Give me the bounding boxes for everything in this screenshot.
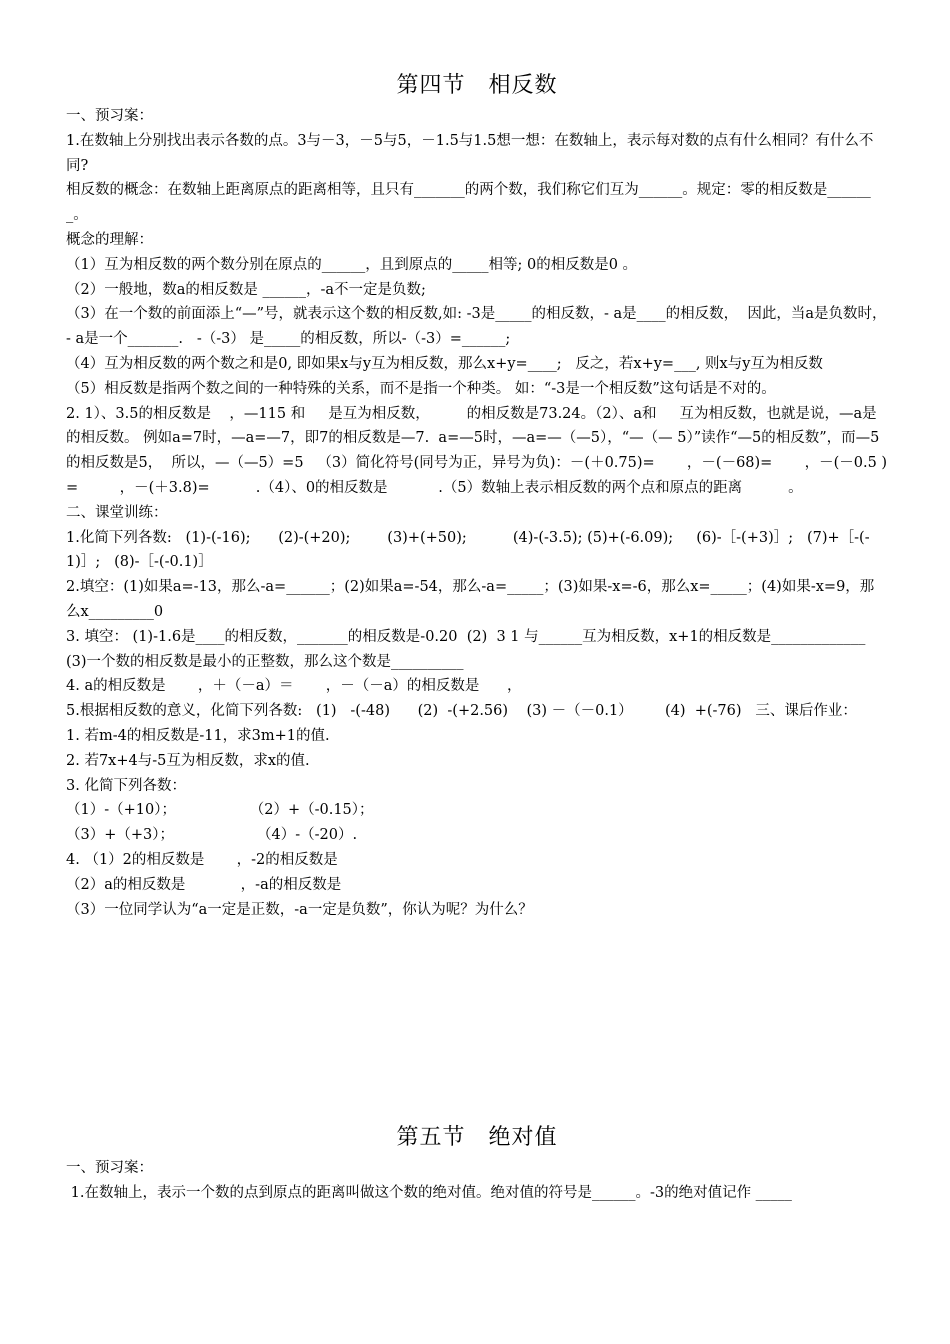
text-line: 5.根据相反数的意义，化简下列各数: (1) -(-48) (2) -(+2.56) (3) －（－0.1） (4) +(-76) 三、课后作业： <box>66 703 857 720</box>
text-line: （2）a的相反数是 ，-a的相反数是 <box>66 876 342 893</box>
text-line: 1. 若m-4的相反数是-11，求3m+1的值. <box>66 727 330 744</box>
text-line: （1）互为相反数的两个数分别在原点的______，且到原点的_____相等; 0的相反数是0 。 <box>66 256 638 273</box>
text-line: 2.填空：(1)如果a=-13，那么-a=______；(2)如果a=-54，那么-a=_____；(3)如果-x=-6，那么x=_____；(4)如果-x=9，那么x_________0 <box>66 579 875 620</box>
text-line: 1.化简下列各数: (1)-(-16); (2)-(+20); (3)+(+50); (4)-(-3.5); (5)+(-6.09); (6)-［-(+3)］; (7)+［-(-1)］; (8)-［-(-0.1)］ <box>66 529 870 571</box>
text-line: （5）相反数是指两个数之间的一种特殊的关系，而不是指一个种类。 如：“-3是一个相反数”这句话是不对的。 <box>66 380 776 397</box>
text-line: （2）一般地，数a的相反数是 ______，-a不一定是负数; <box>66 281 426 298</box>
section-body-opposite-numbers <box>66 104 900 922</box>
section-body-absolute-value <box>66 1156 888 1206</box>
text-line: 4. a的相反数是 ，＋（－a）＝ ，－（－a）的相反数是 ， <box>66 678 522 695</box>
text-line: 概念的理解： <box>66 231 153 248</box>
text-line: 1.在数轴上分别找出表示各数的点。3与－3，－5与5，－1.5与1.5想一想：在数轴上，表示每对数的点有什么相同？有什么不同? <box>66 132 874 174</box>
text-line: （4）互为相反数的两个数之和是0, 即如果x与y互为相反数，那么x+y=____; 反之，若x+y=___, 则x与y互为相反数 <box>66 355 823 372</box>
text-line: 一、预习案： <box>66 108 153 124</box>
text-line: 2. 1）、3.5的相反数是 ，—115 和 是互为相反数， 的相反数是73.24。（2）、a和 互为相反数，也就是说，—a是 的相反数。 例如a=7时，—a=—7，即7的相反数是—7. a=—5时，—a=—（—5），“—（— 5）”读作“—5的相反数”，而—5的相反数是5， 所以，—（—5）=5 （3）简化符号(同号为正，异号为负)：－(＋0.75)= ，－(－68)= ，－(－0.5 )= ，－(＋3.8)= .（4）、0的相反数是 .（5）数轴上表示相反数的两个点和原点的距离 。 <box>66 405 900 496</box>
text-line: 相反数的概念：在数轴上距离原点的距离相等，且只有_______的两个数，我们称它们互为______。规定：零的相反数是_______。 <box>66 182 871 224</box>
text-line: （3）一位同学认为“a一定是正数，-a一定是负数”，你认为呢？为什么？ <box>66 901 533 918</box>
text-line: 4. （1）2的相反数是 ，-2的相反数是 <box>66 851 338 868</box>
section-title-opposite-numbers: 第四节 相反数 <box>396 73 558 98</box>
document-page <box>66 70 900 1206</box>
section-title-absolute-value: 第五节 绝对值 <box>396 1125 558 1151</box>
text-line: 3. 填空： (1)-1.6是____的相反数，_______的相反数是-0.20 (2) 3 1 与______互为相反数，x+1的相反数是_____________ (3)一个数的相反数是最小的正整数，那么这个数是__________ <box>66 628 871 670</box>
text-line: 一、预习案： <box>66 1160 153 1177</box>
text-line: 2. 若7x+4与-5互为相反数，求x的值. <box>66 752 310 769</box>
text-line: （1）-（+10）； （2）+（-0.15）； <box>66 802 374 819</box>
text-line: 1.在数轴上，表示一个数的点到原点的距离叫做这个数的绝对值。绝对值的符号是______。-3的绝对值记作 _____ <box>66 1185 792 1202</box>
text-line: （3）在一个数的前面添上“—”号，就表示这个数的相反数,如: -3是_____的相反数，- a是____的相反数， 因此，当a是负数时，- a是一个_______. -（-3） 是_____的相反数，所以-（-3）=______; <box>66 306 887 348</box>
blank-space <box>66 922 888 1118</box>
text-line: 3. 化简下列各数： <box>66 777 186 794</box>
text-line: （3）+（+3）； （4）-（-20）. <box>66 827 358 844</box>
text-line: 二、课堂训练： <box>66 504 168 521</box>
